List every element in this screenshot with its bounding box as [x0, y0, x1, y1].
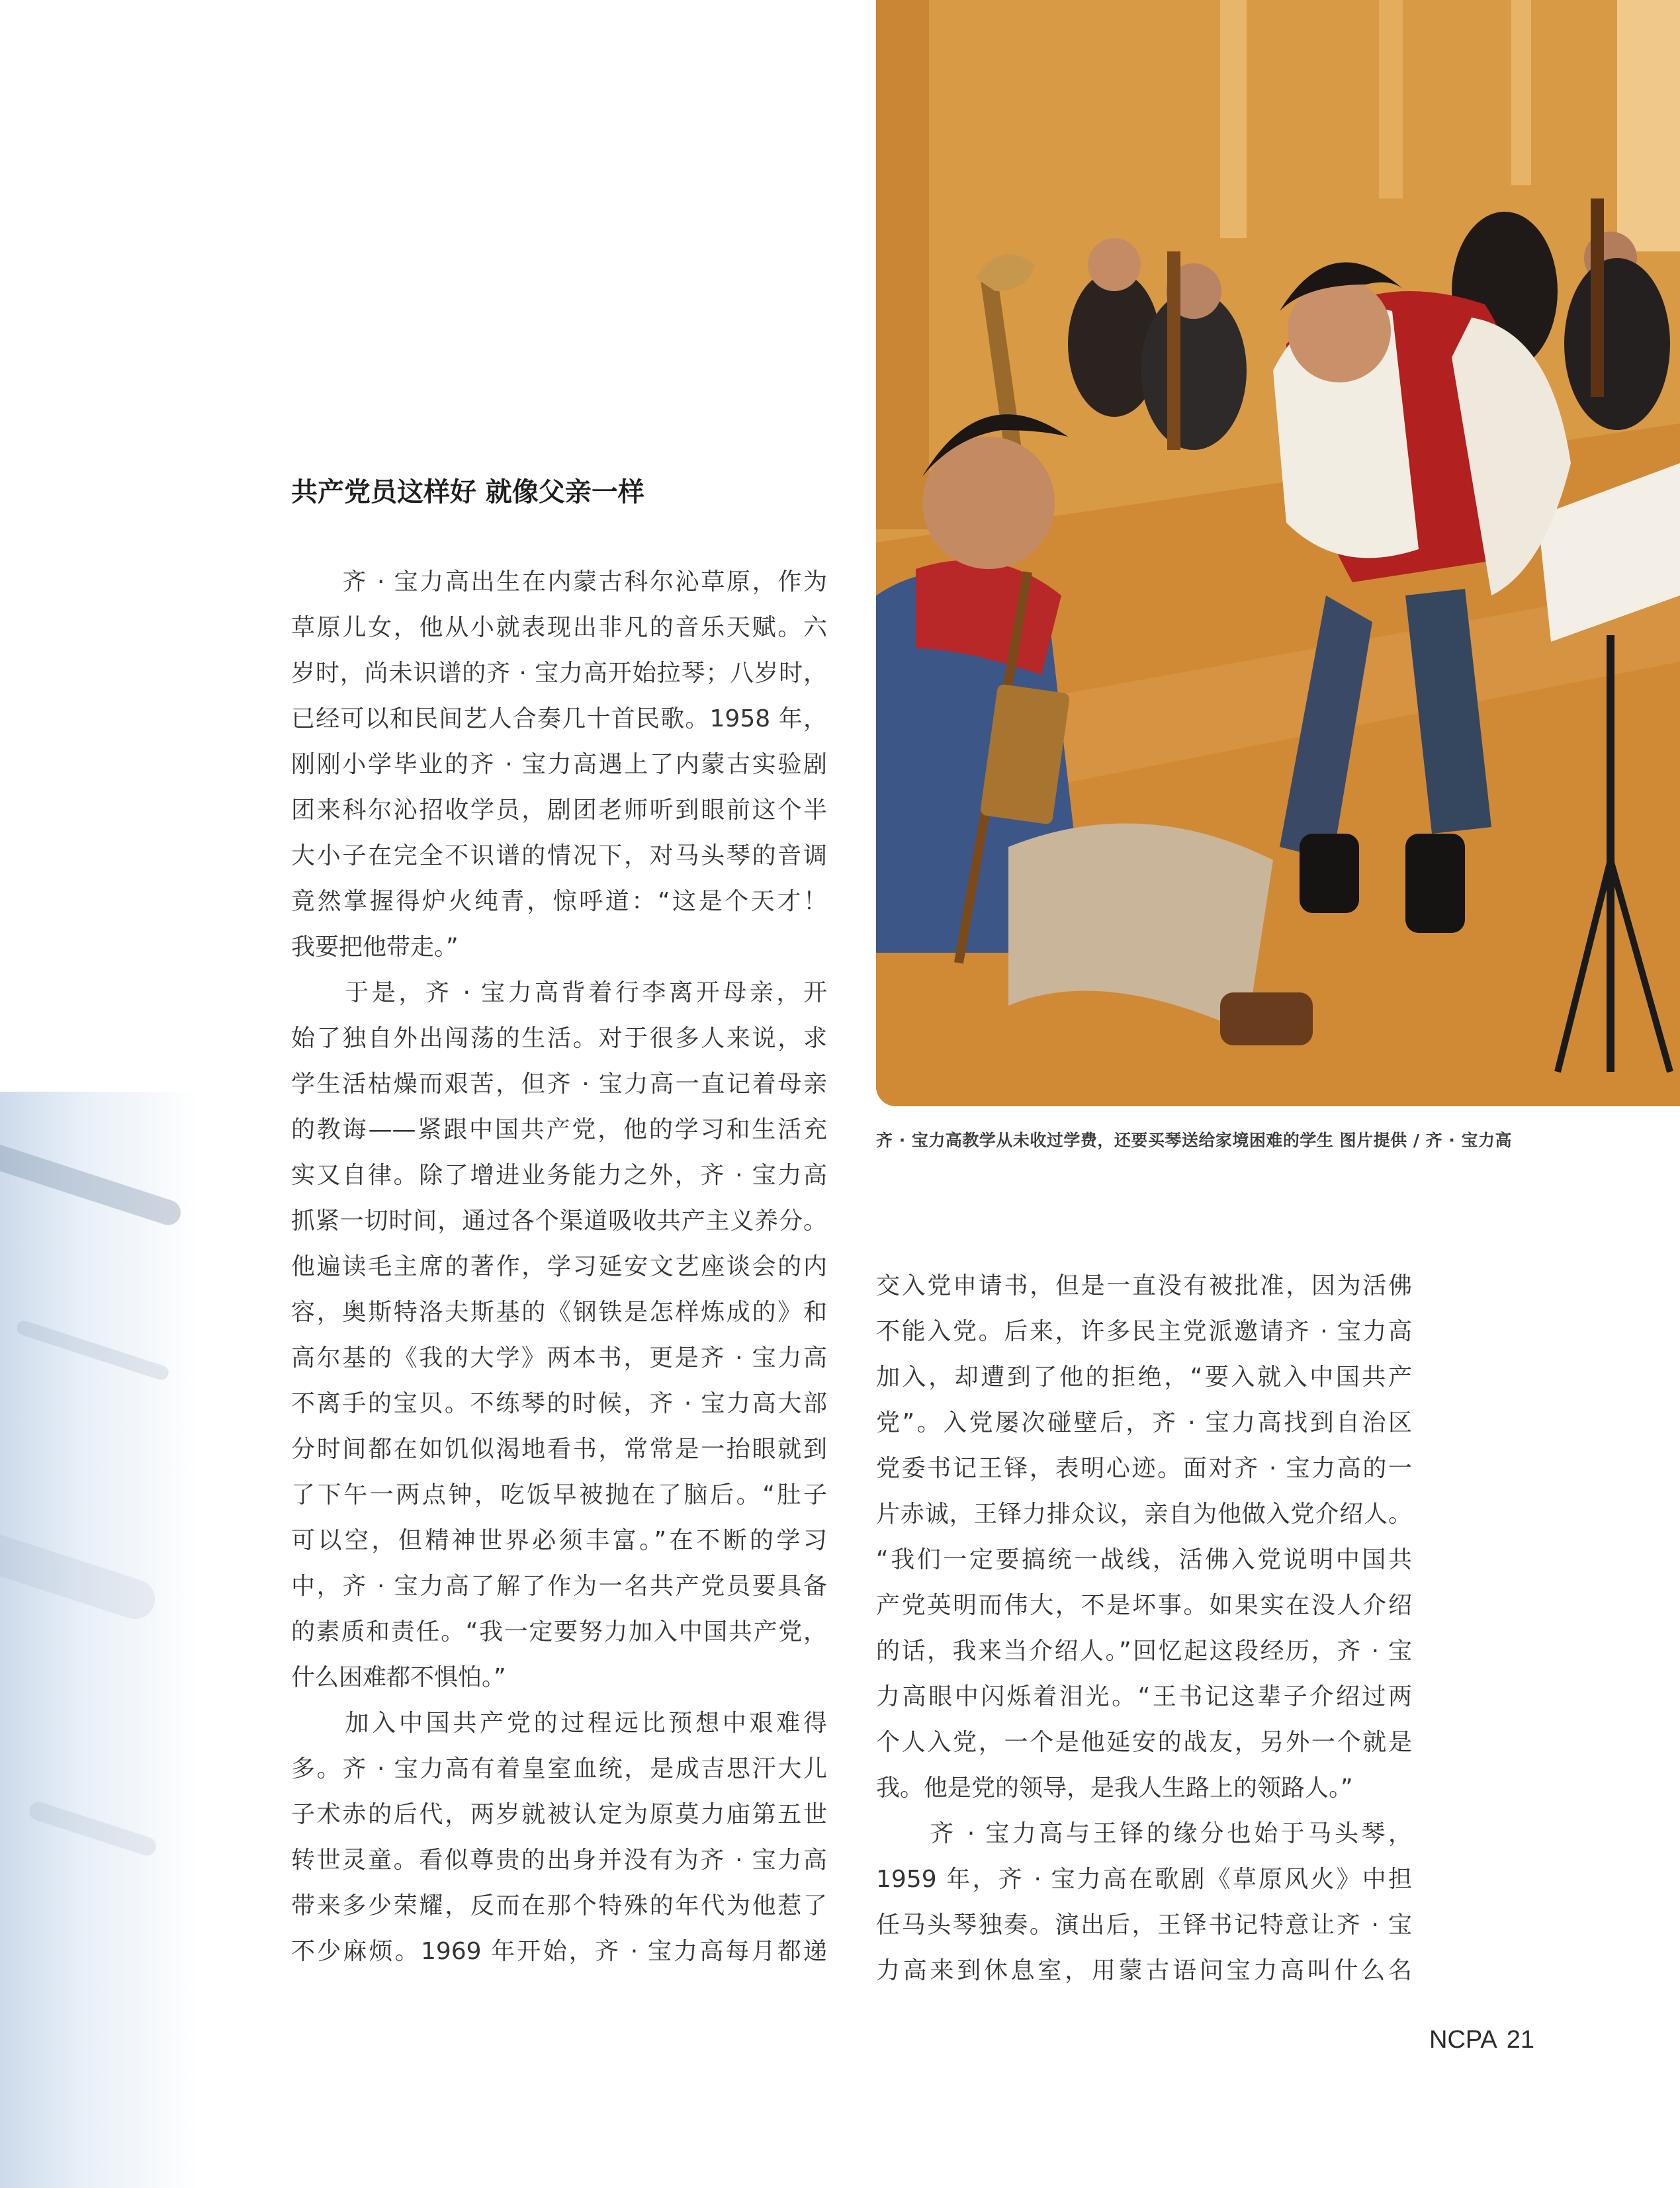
body-text-line: 什么困难都不惧怕。” — [291, 1664, 506, 1691]
decorative-blue-band — [0, 1092, 199, 2188]
magazine-name: NCPA — [1429, 2026, 1497, 2054]
body-text-line: 个人入党，一个是他延安的战友，另外一个就是 — [876, 1729, 1412, 1756]
body-text-line: 交入党申请书，但是一直没有被批准，因为活佛 — [876, 1272, 1412, 1299]
body-text-line: 始了独自外出闯荡的生活。对于很多人来说，求 — [291, 1025, 827, 1052]
body-text-line: 不离手的宝贝。不练琴的时候，齐 · 宝力高大部 — [291, 1390, 827, 1417]
body-text-line: 他遍读毛主席的著作，学习延安文艺座谈会的内 — [291, 1253, 827, 1280]
body-text-line: 的教诲——紧跟中国共产党，他的学习和生活充 — [291, 1116, 827, 1143]
body-text-line: 容，奥斯特洛夫斯基的《钢铁是怎样炼成的》和 — [291, 1299, 827, 1326]
body-text-line: 不少麻烦。1969 年开始，齐 · 宝力高每月都递 — [291, 1938, 827, 1965]
body-text-line: 团来科尔沁招收学员，剧团老师听到眼前这个半 — [291, 797, 827, 824]
body-text-line: 的素质和责任。“我一定要努力加入中国共产党， — [291, 1618, 827, 1645]
body-text-line: 草原儿女，他从小就表现出非凡的音乐天赋。六 — [291, 614, 827, 641]
body-text-line: 带来多少荣耀，反而在那个特殊的年代为他惹了 — [291, 1892, 827, 1919]
body-text-line: 齐 · 宝力高与王铎的缘分也始于马头琴， — [876, 1820, 1412, 1847]
body-text-line: 可以空，但精神世界必须丰富。”在不断的学习 — [291, 1527, 827, 1554]
body-text-line: 已经可以和民间艺人合奏几十首民歌。1958 年， — [291, 705, 827, 732]
body-text-line: 力高来到休息室，用蒙古语问宝力高叫什么名 — [876, 1957, 1412, 1984]
body-text-line: 不能入党。后来，许多民主党派邀请齐 · 宝力高 — [876, 1318, 1412, 1345]
body-text-line: 实又自律。除了增进业务能力之外，齐 · 宝力高 — [291, 1162, 827, 1189]
body-text-line: “我们一定要搞统一战线，活佛入党说明中国共 — [876, 1546, 1412, 1573]
body-text-line: 1959 年，齐 · 宝力高在歌剧《草原风火》中担 — [876, 1866, 1412, 1893]
body-text-line: 中，齐 · 宝力高了解了作为一名共产党员要具备 — [291, 1573, 827, 1600]
section-heading: 共产党员这样好 就像父亲一样 — [291, 477, 644, 507]
body-text-line: 分时间都在如饥似渴地看书，常常是一抬眼就到 — [291, 1436, 827, 1463]
body-text-line: 加入，却遭到了他的拒绝，“要入就入中国共产 — [876, 1364, 1412, 1391]
body-text-left-column — [291, 559, 827, 1974]
body-text-line: 任马头琴独奏。演出后，王铎书记特意让齐 · 宝 — [876, 1911, 1412, 1939]
body-text-line: 于是，齐 · 宝力高背着行李离开母亲，开 — [291, 979, 827, 1006]
body-text-line: 高尔基的《我的大学》两本书，更是齐 · 宝力高 — [291, 1344, 827, 1372]
body-text-line: 竟然掌握得炉火纯青，惊呼道：“这是个天才！ — [291, 888, 827, 915]
body-text-line: 我要把他带走。” — [291, 934, 459, 961]
body-text-line: 岁时，尚未识谱的齐 · 宝力高开始拉琴；八岁时， — [291, 660, 827, 687]
body-text-line: 多。齐 · 宝力高有着皇室血统，是成吉思汗大儿 — [291, 1755, 827, 1782]
body-text-line: 抓紧一切时间，通过各个渠道吸收共产主义养分。 — [291, 1207, 827, 1235]
body-text-line: 转世灵童。看似尊贵的出身并没有为齐 · 宝力高 — [291, 1847, 827, 1874]
body-text-line: 加入中国共产党的过程远比预想中艰难得 — [291, 1710, 827, 1737]
body-text-line: 学生活枯燥而艰苦，但齐 · 宝力高一直记着母亲 — [291, 1071, 827, 1098]
page-number: 21 — [1506, 2026, 1535, 2054]
page-footer — [1429, 2026, 1534, 2054]
body-text-line: 党”。入党屡次碰壁后，齐 · 宝力高找到自治区 — [876, 1409, 1412, 1436]
body-text-line: 产党英明而伟大，不是坏事。如果实在没人介绍 — [876, 1592, 1412, 1619]
body-text-line: 我。他是党的领导，是我人生路上的领路人。” — [876, 1774, 1353, 1802]
body-text-line: 子术赤的后代，两岁就被认定为原莫力庙第五世 — [291, 1801, 827, 1828]
article-photo — [876, 0, 1680, 1106]
body-text-line: 的话，我来当介绍人。”回忆起这段经历，齐 · 宝 — [876, 1638, 1412, 1665]
photo-caption: 齐 · 宝力高教学从未收过学费，还要买琴送给家境困难的学生 图片提供 / 齐 · 宝力高 — [876, 1131, 1513, 1150]
body-text-line: 大小子在完全不识谱的情况下，对马头琴的音调 — [291, 842, 827, 869]
body-text-line: 党委书记王铎，表明心迹。面对齐 · 宝力高的一 — [876, 1455, 1412, 1482]
body-text-line: 刚刚小学毕业的齐 · 宝力高遇上了内蒙古实验剧 — [291, 751, 827, 778]
body-text-line: 齐 · 宝力高出生在内蒙古科尔沁草原，作为 — [291, 568, 827, 595]
body-text-right-column — [876, 1263, 1412, 1993]
body-text-line: 力高眼中闪烁着泪光。“王书记这辈子介绍过两 — [876, 1683, 1412, 1710]
body-text-line: 片赤诚，王铎力排众议，亲自为他做入党介绍人。 — [876, 1501, 1412, 1528]
body-text-line: 了下午一两点钟，吃饭早被抛在了脑后。“肚子 — [291, 1481, 827, 1509]
